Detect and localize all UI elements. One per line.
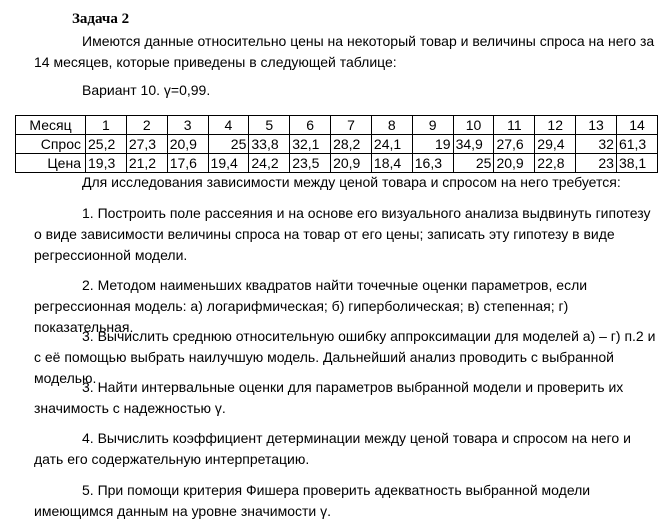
price-cell: 20,9	[494, 154, 535, 173]
month-cell: 1	[86, 116, 127, 135]
price-cell: 24,2	[249, 154, 290, 173]
demand-cell: 24,1	[371, 135, 412, 154]
price-cell: 17,6	[167, 154, 208, 173]
month-cell: 12	[535, 116, 576, 135]
month-cell: 5	[249, 116, 290, 135]
month-cell: 2	[126, 116, 167, 135]
demand-cell: 25,2	[86, 135, 127, 154]
task-item	[34, 428, 660, 470]
month-cell: 14	[616, 116, 657, 135]
price-cell: 16,3	[412, 154, 453, 173]
demand-cell: 61,3	[616, 135, 657, 154]
table-header-row	[16, 116, 658, 135]
task-text: 3. Вычислить среднюю относительную ошибку аппроксимации для моделей а) – г) п.2 и с её помощью выбрать наилучшую модель. Дальнейший анализ проводить с выбранной моделью.	[34, 328, 656, 386]
price-cell: 22,8	[535, 154, 576, 173]
month-cell: 8	[371, 116, 412, 135]
demand-cell: 28,2	[331, 135, 372, 154]
data-table	[15, 115, 658, 173]
demand-cell: 19	[412, 135, 453, 154]
month-cell: 3	[167, 116, 208, 135]
month-cell: 11	[494, 116, 535, 135]
table-header-label: Месяц	[16, 116, 86, 135]
month-cell: 13	[576, 116, 617, 135]
task-title: Задача 2	[72, 11, 130, 27]
table-row-demand	[16, 135, 658, 154]
month-cell: 6	[290, 116, 331, 135]
month-cell: 10	[453, 116, 494, 135]
demand-cell: 29,4	[535, 135, 576, 154]
variant-line: Вариант 10. γ=0,99.	[82, 82, 211, 98]
requirement-line: Для исследования зависимости между ценой товара и спросом на него требуется:	[82, 174, 621, 190]
price-cell: 18,4	[371, 154, 412, 173]
price-cell: 38,1	[616, 154, 657, 173]
month-cell: 7	[331, 116, 372, 135]
demand-cell: 25	[208, 135, 249, 154]
price-cell: 19,3	[86, 154, 127, 173]
price-cell: 21,2	[126, 154, 167, 173]
month-cell: 9	[412, 116, 453, 135]
demand-cell: 27,6	[494, 135, 535, 154]
demand-cell: 32,1	[290, 135, 331, 154]
price-cell: 20,9	[331, 154, 372, 173]
task-item	[34, 203, 660, 266]
task-text: 3. Найти интервальные оценки для параметров выбранной модели и проверить их значимость с надежностью γ.	[34, 379, 624, 416]
demand-cell: 27,3	[126, 135, 167, 154]
task-item	[34, 377, 660, 419]
demand-cell: 34,9	[453, 135, 494, 154]
table-row-price	[16, 154, 658, 173]
intro-text: Имеются данные относительно цены на некоторый товар и величины спроса на него за 14 месяцев, которые приведены в следующей таблице:	[34, 33, 655, 70]
task-text: 5. При помощи критерия Фишера проверить адекватность выбранной модели имеющимся данным на уровне значимости γ.	[34, 482, 591, 519]
task-text: 1. Построить поле рассеяния и на основе его визуального анализа выдвинуть гипотезу о виде зависимости величины спроса на товар от его цены; записать эту гипотезу в виде регрессионной модели.	[34, 205, 651, 263]
month-cell: 4	[208, 116, 249, 135]
task-text: 2. Методом наименьших квадратов найти точечные оценки параметров, если регрессионная модель: а) логарифмическая; б) гиперболическая; в) степенная; г) показательная.	[34, 277, 588, 335]
task-text: 4. Вычислить коэффициент детерминации между ценой товара и спросом на него и дать его содержательную интерпретацию.	[34, 430, 631, 467]
price-cell: 25	[453, 154, 494, 173]
row-label-price: Цена	[16, 154, 86, 173]
demand-cell: 33,8	[249, 135, 290, 154]
price-cell: 23,5	[290, 154, 331, 173]
price-cell: 19,4	[208, 154, 249, 173]
price-cell: 23	[576, 154, 617, 173]
demand-cell: 32	[576, 135, 617, 154]
demand-cell: 20,9	[167, 135, 208, 154]
row-label-demand: Спрос	[16, 135, 86, 154]
task-item	[34, 480, 660, 522]
intro-paragraph	[34, 31, 660, 73]
